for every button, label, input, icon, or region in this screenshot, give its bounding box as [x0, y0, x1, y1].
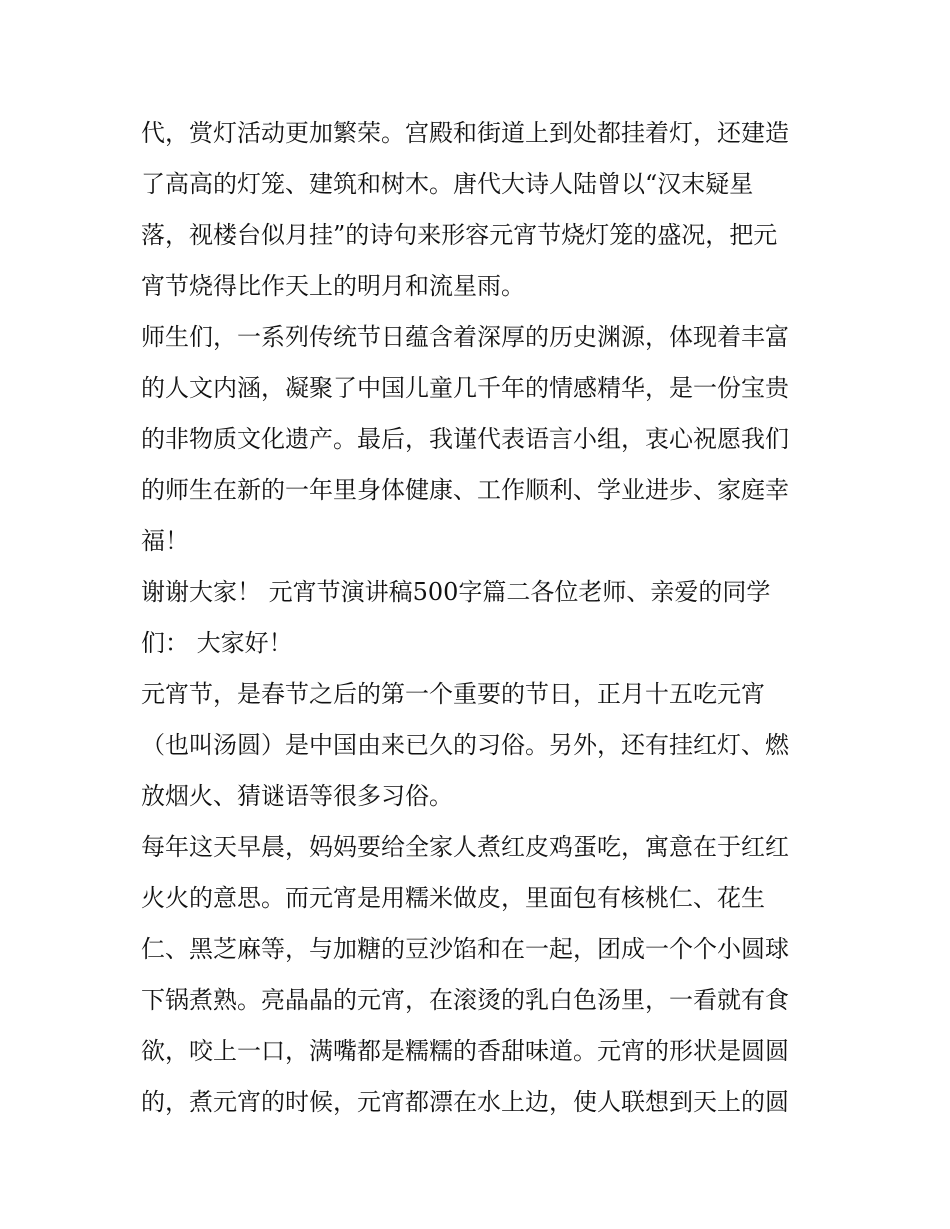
- text-line: 的，煮元宵的时候，元宵都漂在水上边，使人联想到天上的圆: [141, 1088, 789, 1116]
- text-line: 的人文内涵，凝聚了中国儿童几千年的情感精华，是一份宝贵: [141, 374, 789, 402]
- text-line: 落，视楼台似月挂”的诗句来形容元宵节烧灯笼的盛况，把元: [141, 221, 778, 249]
- text-line: 谢谢大家！ 元宵节演讲稿500字篇二各位老师、亲爱的同学: [141, 578, 771, 606]
- text-line: 师生们，一系列传统节日蕴含着深厚的历史渊源，体现着丰富: [141, 323, 789, 351]
- text-line: 的师生在新的一年里身体健康、工作顺利、学业进步、家庭幸: [141, 476, 789, 504]
- text-line: 火火的意思。而元宵是用糯米做皮，里面包有核桃仁、花生: [141, 884, 765, 912]
- text-line: （也叫汤圆）是中国由来已久的习俗。另外，还有挂红灯、燃: [141, 731, 789, 759]
- text-line: 福！: [141, 527, 189, 555]
- text-line: 了高高的灯笼、建筑和树木。唐代大诗人陆曾以“汉末疑星: [141, 170, 754, 198]
- text-line: 宵节烧得比作天上的明月和流星雨。: [141, 272, 525, 300]
- body-text: [141, 108, 821, 1128]
- text-line: 们： 大家好！: [141, 629, 293, 657]
- text-line: 下锅煮熟。亮晶晶的元宵，在滚烫的乳白色汤里，一看就有食: [141, 986, 789, 1014]
- text-line: 元宵节，是春节之后的第一个重要的节日，正月十五吃元宵: [141, 680, 765, 708]
- text-line: 仁、黑芝麻等，与加糖的豆沙馅和在一起，团成一个个小圆球: [141, 935, 789, 963]
- text-line: 的非物质文化遗产。最后，我谨代表语言小组，衷心祝愿我们: [141, 425, 789, 453]
- text-line: 放烟火、猜谜语等很多习俗。: [141, 782, 453, 810]
- text-line: 代，赏灯活动更加繁荣。宫殿和街道上到处都挂着灯，还建造: [141, 119, 789, 147]
- text-line: 每年这天早晨，妈妈要给全家人煮红皮鸡蛋吃，寓意在于红红: [141, 833, 789, 861]
- text-line: 欲，咬上一口，满嘴都是糯糯的香甜味道。元宵的形状是圆圆: [141, 1037, 789, 1065]
